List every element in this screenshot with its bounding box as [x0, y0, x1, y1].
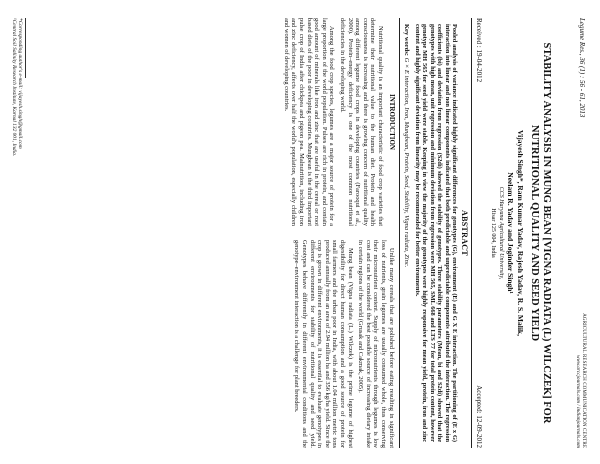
publisher-name: AGRICULTURAL RESEARCH COMMUNICATION CENTRE: [581, 313, 586, 448]
affiliation-institution: CCS Haryana Agricultural University,: [498, 186, 504, 280]
footnote-corresponding: *Corresponding author's e-mail: vijayesh.singh@gmail.com: [17, 18, 24, 149]
paragraph: Mung bean (Vigna radiata (L.) Wilczek) is the prime legume of highest digestibility for direct human consumption and a good source of protein for small farmers and the urban poor in India, with about 1.04 million metric tons produced annually from an area of 2.94 million ha and 356 kg/ha yield. Since the crop is grown in different environments, it is essential to evaluate genotypes in different environments for stability of nutritional quality and seed yield. Genotypes behave differently in different environmental conditions and the genotype–environment interaction is a challenge for plant breeders.: [293, 240, 354, 448]
introduction-heading: INTRODUCTION: [387, 93, 396, 150]
abstract-heading: ABSTRACT: [460, 210, 469, 256]
affiliation-address: Hisar 125 004, India: [490, 208, 496, 258]
footnotes: [10, 18, 26, 156]
keywords-label: Key words:: [402, 24, 410, 56]
divider: [471, 18, 472, 448]
dates-row: [475, 18, 483, 448]
abstract-text: Pooled analysis of variance indicated highly significant differences for genotypes (G), environment (E) and G X E interaction. The partitioning of (E x G) interaction into linear and non linear components indicated that both predictable and unpredictable components attributed the interaction. The regression coefficients (bi) and deviation from regression (S2di) showed the stability of genotypes. Three stability parameters (Mean, bi and S2di) showed that the genotypes with high mean, unit regression and minimum deviation from regression were MH 565, SML 668 and LTS 77 for total protein content, however genotype MH 565 for seed yield were stable. Keeping in view the majority of the genotypes were highly responsive for mean yield, protein, iron and zinc content and highly significant deviation from linearity may be recommended for better environments.: [413, 24, 458, 442]
keywords-text: G × E interaction, Iron, Mungbean, Protein, Seed, Stability, Vigna radiata, Zinc.: [402, 57, 410, 268]
accepted-date: Accepted: 12-09-2012: [475, 385, 483, 448]
author-line: Vijayesh Singh*, Ram Kumar Yadav, Rajesh Yadav, R. S. Malik,: [516, 130, 525, 336]
divider: [399, 18, 400, 448]
running-header: [574, 18, 586, 448]
footnote-rule: [25, 18, 26, 78]
keywords: [403, 24, 410, 442]
article-title: STABILITY ANALYSIS IN MUNG BEAN [VIGNA RADIATA (L) WILCZEK] FOR NUTRITIONAL QUALITY AND SEED YIELD: [529, 42, 552, 424]
right-column: [279, 240, 394, 448]
footnote-affiliation: ¹Central Soil Salinity Research Institute, Karnal 132 001, India.: [10, 18, 17, 157]
received-date: Received : 19-04-2012: [475, 18, 483, 83]
author-line: Neelam R. Yadav and Joginder Singh¹: [506, 172, 515, 294]
paragraph: Nutritional quality is an important characteristic of food crop varieties that determine their nutritional value to the human diet. Protein and health consciousness is increasing and there is growing concern of nutritional quality among different legume food crops in developing countries (Farooqui et al., 2000). Protein–energy deficiency is one of the most common nutritional deficiencies in the developing world.: [339, 18, 384, 226]
journal-citation: Legume Res., 36 (1) : 56 - 61, 2013: [578, 18, 586, 118]
publisher-website: www.arccjournals.com / indianjournals.com: [575, 355, 580, 448]
author-list: [505, 18, 525, 448]
publisher-block: [574, 313, 586, 448]
left-column: [279, 18, 394, 226]
paragraph: Unlike many cereals that are polished before eating resulting in significant loss of nutrients, grain legumes are usually consumed whole, thus conserving their micronutrient content. Supply of micronutrients through legumes is low cost and can be considered the best possible source of increasing dietary intake in certain regions of the world (Grusak and Cakmak, 2005).: [357, 240, 395, 448]
paragraph: Among the food crop species, legumes are a major source of protein for a large proportion of the world population. Pulses are rich in protein, and contain good amount of minerals like iron and zinc that are useful in the cereal or root based diets of the poor in developing countries. Mungbean is the third important pulse crop of India after chickpea and pigeon pea. Malnutrition, including iron and zinc deficiency, affects over half the world's population, especially children and women of developing countries.: [282, 18, 336, 226]
body-columns: [279, 18, 394, 448]
